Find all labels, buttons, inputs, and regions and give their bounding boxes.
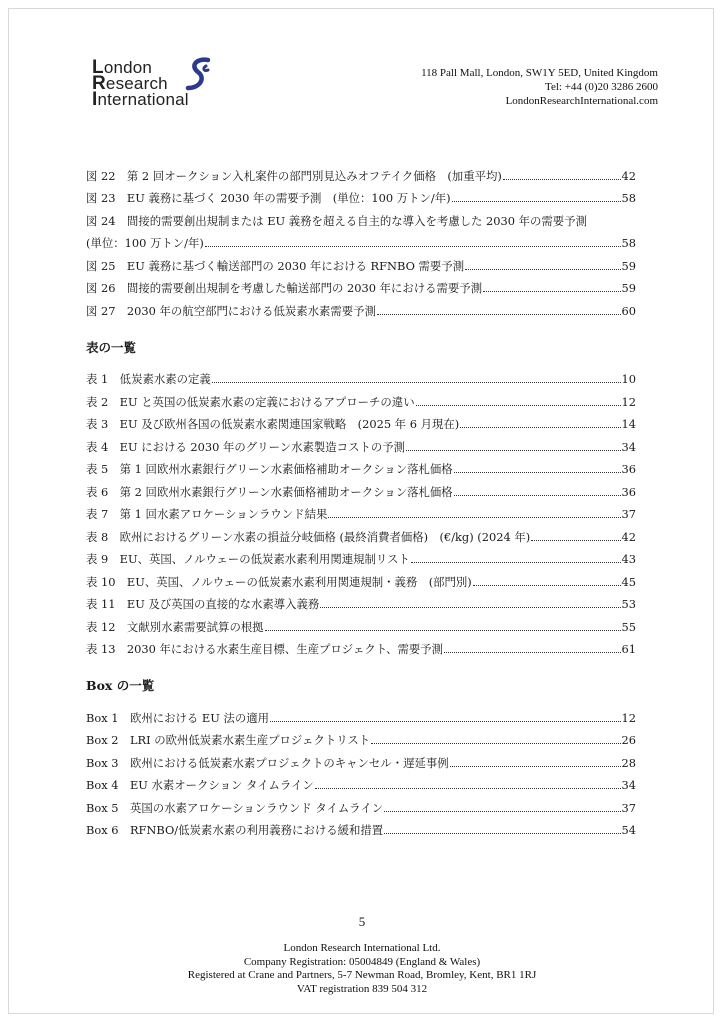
toc-entry-box-6: Box 6 RFNBO/低炭素水素の利用義務における緩和措置 54 — [86, 823, 636, 837]
logo-swirl-icon — [182, 56, 216, 92]
tables-heading: 表の一覧 — [86, 339, 137, 355]
logo-line-3: International — [92, 89, 189, 110]
toc-entry-table-2: 表 2 EU と英国の低炭素水素の定義におけるアプローチの違い 12 — [86, 394, 636, 409]
toc-entry-box-3: Box 3 欧州における低炭素水素プロジェクトのキャンセル・遅延事例 28 — [86, 755, 636, 770]
toc-entry-figure-22: 図 22 第 2 回オークション入札案件の部門別見込みオフテイク価格 (加重平均) 42 — [86, 168, 636, 183]
page-footer — [0, 942, 724, 996]
toc-entry-table-4: 表 4 EU における 2030 年のグリーン水素製造コストの予測 34 — [86, 439, 636, 454]
toc-entry-table-10: 表 10 EU、英国、ノルウェーの低炭素水素利用関連規制・義務 (部門別) 45 — [86, 574, 636, 589]
toc-entry-box-2: Box 2 LRI の欧州低炭素水素生産プロジェクトリスト 26 — [86, 733, 636, 747]
page-number: 5 — [358, 914, 366, 929]
footer-registered-address: Registered at Crane and Partners, 5-7 Newman Road, Bromley, Kent, BR1 1RJ — [187, 969, 537, 981]
toc-entry-table-7: 表 7 第 1 回水素アロケーションラウンド結果 37 — [86, 507, 636, 521]
toc-entry-box-5: Box 5 英国の水素アロケーションラウンド タイムライン 37 — [86, 800, 636, 815]
toc-entry-figure-25: 図 25 EU 義務に基づく輸送部門の 2030 年における RFNBO 需要予測 59 — [86, 258, 636, 273]
footer-vat: VAT registration 839 504 312 — [296, 982, 428, 995]
toc-entry-figure-26: 図 26 間接的需要創出規制を考慮した輸送部門の 2030 年における需要予測 59 — [86, 281, 636, 295]
toc-entry-table-13: 表 13 2030 年における水素生産目標、生産プロジェクト、需要予測 61 — [86, 642, 636, 656]
footer-registration: Company Registration: 05004849 (England & Wales) — [243, 955, 481, 968]
table-of-contents — [86, 164, 636, 841]
toc-entry-figure-27: 図 27 2030 年の航空部門における低炭素水素需要予測 60 — [86, 303, 636, 318]
logo-line-2: Research — [92, 73, 168, 94]
toc-entry-table-5: 表 5 第 1 回欧州水素銀行グリーン水素価格補助オークション落札価格 36 — [86, 462, 636, 476]
toc-entry-figure-24: 図 24 間接的需要創出規制または EU 義務を超える自主的な導入を考慮した 2030 年の需要予測 — [86, 213, 587, 228]
toc-entry-table-3: 表 3 EU 及び欧州各国の低炭素水素関連国家戦略 (2025 年 6 月現在) 14 — [86, 417, 636, 431]
toc-entry-table-11: 表 11 EU 及び英国の直接的な水素導入義務 53 — [86, 597, 636, 611]
footer-company: London Research International Ltd. — [283, 942, 441, 954]
telephone: Tel: +44 (0)20 3286 2600 — [545, 81, 658, 93]
toc-entry-table-12: 表 12 文献別水素需要試算の根拠 55 — [86, 619, 636, 634]
toc-entry-figure-23: 図 23 EU 義務に基づく 2030 年の需要予測 (単位：100 万トン/年) 58 — [86, 191, 636, 205]
toc-entry-figure-24-cont: (単位：100 万トン/年) 58 — [86, 236, 636, 250]
toc-entry-box-4: Box 4 EU 水素オークション タイムライン 34 — [86, 778, 636, 792]
header-address-block — [421, 66, 658, 108]
website: LondonResearchInternational.com — [505, 95, 658, 107]
toc-entry-box-1: Box 1 欧州における EU 法の適用 12 — [86, 710, 636, 725]
address: 118 Pall Mall, London, SW1Y 5ED, United Kingdom — [421, 67, 658, 79]
toc-entry-table-8: 表 8 欧州におけるグリーン水素の損益分岐価格 (最終消費者価格) (€/kg) (2024 年) 42 — [86, 529, 636, 544]
toc-entry-table-1: 表 1 低炭素水素の定義 10 — [86, 372, 636, 386]
logo-line-1: London — [92, 57, 153, 78]
toc-entry-table-6: 表 6 第 2 回欧州水素銀行グリーン水素価格補助オークション落札価格 36 — [86, 484, 636, 499]
toc-entry-table-9: 表 9 EU、英国、ノルウェーの低炭素水素利用関連規制リスト 43 — [86, 552, 636, 566]
boxes-heading: Box の一覧 — [86, 678, 155, 693]
company-logo — [92, 57, 222, 116]
